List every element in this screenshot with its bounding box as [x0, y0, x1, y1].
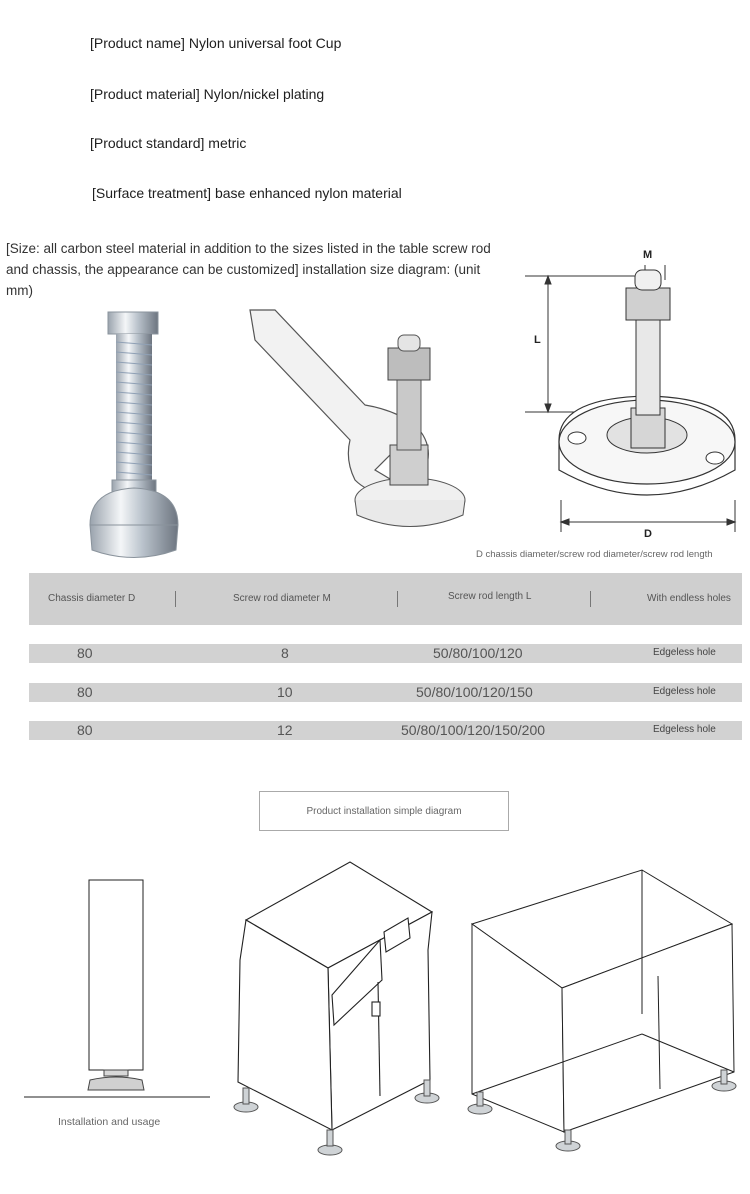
install-title-box: Product installation simple diagram: [259, 791, 509, 831]
wrench-foot-photo: [245, 310, 475, 535]
header-screw-rod-diameter: Screw rod diameter M: [233, 593, 331, 604]
installation-usage-drawing: [24, 878, 214, 1100]
header-divider: [397, 591, 398, 607]
cell-screw-rod-length: 50/80/100/120: [433, 645, 523, 661]
cell-chassis-diameter: 80: [77, 645, 93, 661]
frame-cabinet-drawing: [462, 864, 747, 1164]
header-chassis-diameter: Chassis diameter D: [48, 593, 136, 604]
header-divider: [590, 591, 591, 607]
surface-treatment: [Surface treatment] base enhanced nylon material: [92, 185, 402, 201]
cell-screw-rod-diameter: 8: [281, 645, 289, 661]
install-caption: Installation and usage: [58, 1116, 161, 1128]
header-screw-rod-length: Screw rod length L: [448, 591, 532, 602]
header-endless-holes: With endless holes: [647, 593, 731, 604]
product-material: [Product material] Nylon/nickel plating: [90, 86, 325, 102]
header-divider: [175, 591, 176, 607]
cell-screw-rod-diameter: 10: [277, 684, 293, 700]
table-header: [29, 573, 742, 625]
table-row: [29, 644, 742, 663]
foot-cup-photo: [80, 300, 190, 565]
cell-screw-rod-diameter: 12: [277, 722, 293, 738]
cell-screw-rod-length: 50/80/100/120/150/200: [401, 722, 546, 738]
label-l: L: [534, 334, 541, 346]
cell-endless-holes: Edgeless hole: [653, 647, 716, 658]
cell-endless-holes: Edgeless hole: [653, 724, 716, 735]
cell-chassis-diameter: 80: [77, 684, 93, 700]
cell-endless-holes: Edgeless hole: [653, 686, 716, 697]
product-name: [Product name] Nylon universal foot Cup: [90, 35, 342, 51]
cell-chassis-diameter: 80: [77, 722, 93, 738]
table-row: [29, 683, 742, 702]
diagram-caption: D chassis diameter/screw rod diameter/screw rod length: [476, 549, 713, 560]
size-note: [Size: all carbon steel material in addition to the sizes listed in the table screw rod and chassis, the appearance can be customized] installation size diagram: (unit mm): [6, 241, 491, 298]
label-m: M: [643, 249, 653, 261]
cabinet-drawing: [232, 860, 442, 1160]
label-d: D: [644, 528, 652, 540]
cell-screw-rod-length: 50/80/100/120/150: [416, 684, 533, 700]
table-row: [29, 721, 742, 740]
dimension-diagram: [515, 240, 745, 545]
product-standard: [Product standard] metric: [90, 135, 247, 151]
